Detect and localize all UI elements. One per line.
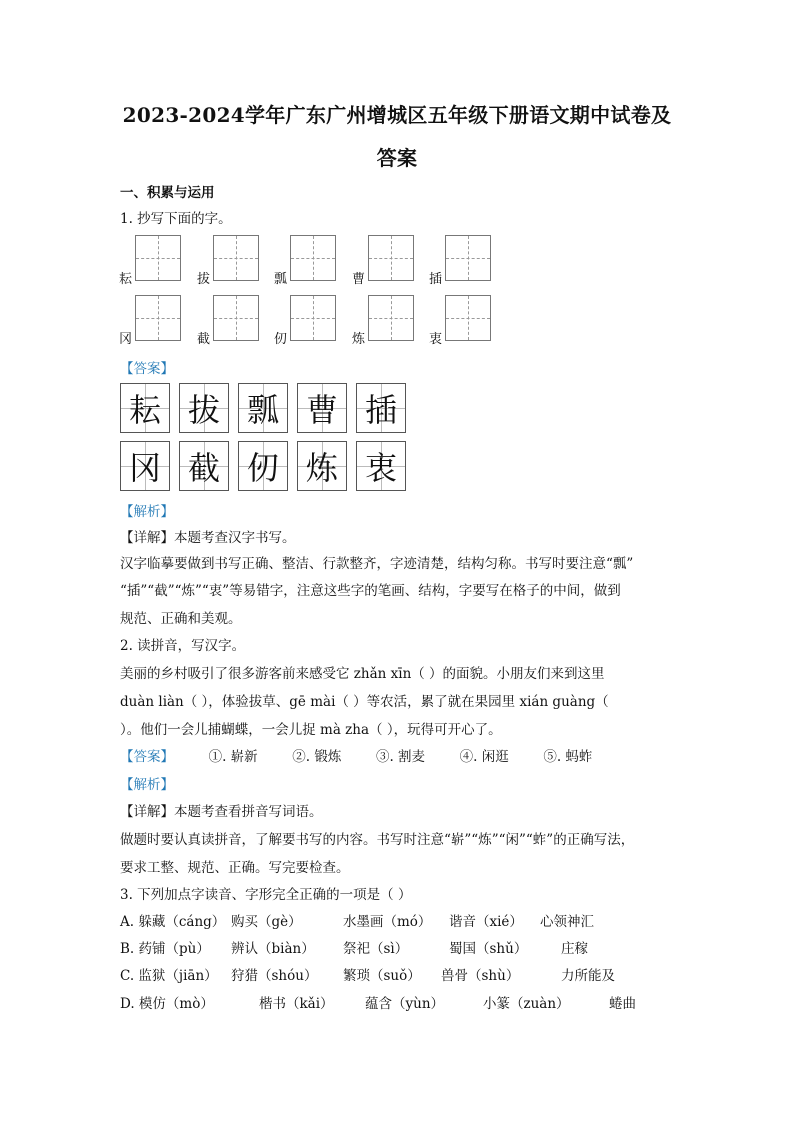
question-2-text: duàn liàn（ ），体验拔草、gē mài（ ）等农活，累了就在果园里 xián guàng（: [120, 694, 609, 710]
answer-char-box: 截: [179, 441, 229, 491]
question-1-prompt: 1. 抄写下面的字。: [120, 211, 232, 227]
writing-box[interactable]: [290, 235, 336, 281]
writing-box[interactable]: [368, 295, 414, 341]
option-word: C. 监狱（jiān）: [120, 968, 218, 984]
answer-char-box: 衷: [356, 441, 406, 491]
option-word: 小篆（zuàn）: [483, 996, 570, 1012]
answer-item: ①. 崭新: [208, 749, 258, 765]
option-word: B. 药铺（pù）: [120, 941, 210, 957]
detail-text: 【详解】本题考查汉字书写。: [120, 530, 296, 546]
explanation-paragraph: 规范、正确和美观。: [120, 611, 242, 627]
writing-box[interactable]: [213, 295, 259, 341]
writing-box[interactable]: [213, 235, 259, 281]
option-word: 祭祀（sì）: [343, 941, 409, 957]
option-word: A. 躲藏（cáng）: [120, 914, 226, 930]
option-word: 狩猎（shóu）: [231, 968, 318, 984]
option-word: 购买（gè）: [231, 914, 302, 930]
question-2-text: 美丽的乡村吸引了很多游客前来感受它 zhǎn xīn（ ）的面貌。小朋友们来到这里: [120, 666, 605, 682]
option-word: 兽骨（shù）: [441, 968, 520, 984]
answer-item: ③. 割麦: [375, 749, 426, 765]
option-word: 庄稼: [561, 941, 588, 957]
answer-char-box: 曹: [297, 383, 347, 433]
option-word: 蜀国（shǔ）: [449, 941, 528, 957]
explanation-paragraph: 汉字临摹要做到书写正确、整洁、行款整齐，字迹清楚，结构匀称。书写时要注意“瓢”: [120, 556, 634, 572]
option-word: 谐音（xié）: [449, 914, 523, 930]
option-word: 楷书（kǎi）: [259, 996, 334, 1012]
answer-item: ⑤. 蚂蚱: [543, 749, 593, 765]
answer-char-box: 拔: [179, 383, 229, 433]
writing-box[interactable]: [445, 235, 491, 281]
question-2-text: ）。他们一会儿捕蝴蝶，一会儿捉 mà zha（ ），玩得可开心了。: [120, 722, 502, 738]
option-word: 蜷曲: [609, 996, 636, 1012]
explanation-paragraph: 要求工整、规范、正确。写完要检查。: [120, 860, 350, 876]
exam-page: 2023-2024学年广东广州增城区五年级下册语文期中试卷及 答案 一、积累与运用 1. 抄写下面的字。 耘 拔 瓢 曹 插 冈 截 仞 炼 衷 【答案】 耘 拔 瓢 曹 插 冈 截 仞 炼 衷 【解析】 【详解】本题考查汉字书写。 汉字临摹要做到书写正确、整洁、行款整齐，字迹清楚，结构匀称。书写时要注意“瓢” “插”“截”“炼”“衷”等易错字，注意这些字的笔画、结构，字要写在格子的中间，做到 规范、正确和美观。 2. 读拼音，写汉字。 美丽的乡村吸引了很多游客前来感受它 zhǎn xīn（ ）的面貌。小朋友们来到这里 duàn liàn（ ），体验拔草、gē mài（ ）等农活，累了就在果园里 xián guàng（ ）。他们一会儿捕蝴蝶，一会儿捉 mà zha（ ），玩得可开心了。 【答案】 ①. 崭新 ②. 锻炼 ③. 割麦 ④. 闲逛 ⑤. 蚂蚱 【解析】 【详解】本题考查看拼音写词语。 做题时要认真读拼音，了解要书写的内容。书写时注意“崭”“炼”“闲”“蚱”的正确写法， 要求工整、规范、正确。写完要检查。 3. 下列加点字读音、字形完全正确的一项是（ ） A. 躲藏（cáng） 购买（gè） 水墨画（mó） 谐音（xié） 心领神汇 B. 药铺（pù） 辨认（biàn） 祭祀（sì） 蜀国（shǔ） 庄稼 C. 监狱（jiān） 狩猎（shóu） 繁琐（suǒ） 兽骨（shù） 力所能及 D. 模仿（mò） 楷书（kǎi） 蕴含（yùn） 小篆（zuàn） 蜷曲: [0, 0, 794, 1123]
analysis-tag: 【解析】: [120, 777, 174, 793]
answer-char-box: 冈: [120, 441, 170, 491]
analysis-tag: 【解析】: [120, 504, 174, 520]
option-word: 蕴含（yùn）: [365, 996, 445, 1012]
option-word: 辨认（biàn）: [231, 941, 315, 957]
answer-char-box: 仞: [238, 441, 288, 491]
question-3-prompt: 3. 下列加点字读音、字形完全正确的一项是（ ）: [120, 887, 412, 903]
writing-box[interactable]: [135, 295, 181, 341]
option-word: 繁琐（suǒ）: [343, 968, 421, 984]
option-word: 力所能及: [561, 968, 615, 984]
answer-char-box: 瓢: [238, 383, 288, 433]
explanation-paragraph: “插”“截”“炼”“衷”等易错字，注意这些字的笔画、结构，字要写在格子的中间，做到: [120, 583, 621, 599]
answer-char-box: 插: [356, 383, 406, 433]
option-word: D. 模仿（mò）: [120, 996, 214, 1012]
answer-item: ②. 锻炼: [292, 749, 342, 765]
writing-box[interactable]: [135, 235, 181, 281]
question-2-prompt: 2. 读拼音，写汉字。: [120, 638, 246, 654]
answer-tag: 【答案】: [120, 361, 174, 377]
answer-tag: 【答案】: [120, 749, 174, 765]
answer-item: ④. 闲逛: [459, 749, 509, 765]
writing-box[interactable]: [445, 295, 491, 341]
detail-text: 【详解】本题考查看拼音写词语。: [120, 804, 323, 820]
answer-char-box: 炼: [297, 441, 347, 491]
writing-box[interactable]: [368, 235, 414, 281]
answer-line: [120, 745, 592, 765]
answer-char-box: 耘: [120, 383, 170, 433]
explanation-paragraph: 做题时要认真读拼音，了解要书写的内容。书写时注意“崭”“炼”“闲”“蚱”的正确写法，: [120, 832, 635, 848]
option-word: 心领神汇: [540, 914, 594, 930]
writing-box[interactable]: [290, 295, 336, 341]
option-word: 水墨画（mó）: [343, 914, 432, 930]
page-title-continued: 答案: [376, 146, 418, 170]
section-heading: 一、积累与运用: [120, 185, 215, 201]
page-title: 2023-2024学年广东广州增城区五年级下册语文期中试卷及: [122, 103, 672, 127]
